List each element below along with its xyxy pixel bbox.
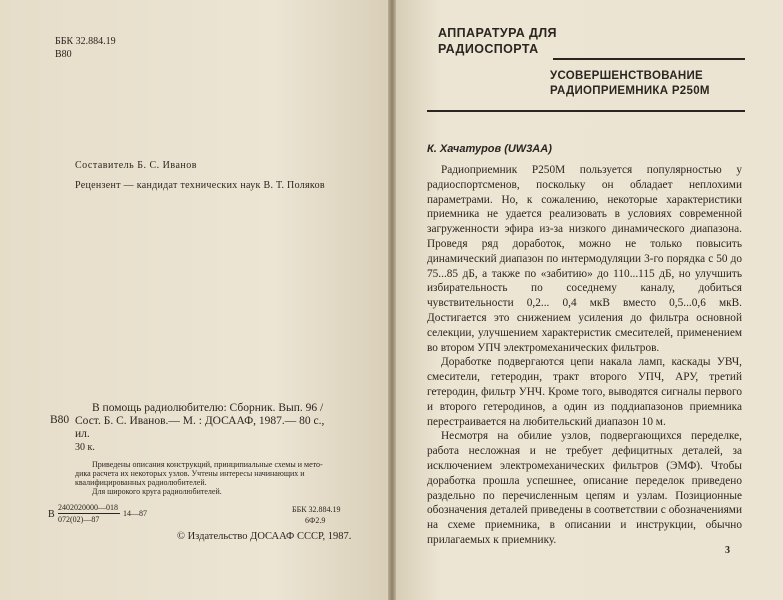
fraction-line	[58, 513, 120, 514]
annotation-line-4: Для широкого круга радиолюбителей.	[92, 487, 222, 496]
classification-code-suffix: 14—87	[123, 509, 147, 518]
classification-code-numerator: 2402020000—018	[58, 503, 118, 512]
article-title-line-1: УСОВЕРШЕНСТВОВАНИЕ	[550, 70, 703, 82]
article-paragraph-3: Несмотря на обилие узлов, подвергающихся переделке, работа несложная и не требует дефицитных деталей, за исключением электромеханических фильтров (ЭМФ). Чтобы доработка прошла успешнее, описание переделок приведено раздельно по перечисленным цепям и узлам. Позиционные обозначения деталей приведены в соответствии с обозначениями на схеме приемника, в описании и инструкции, обычно прилагаемых к приемнику.	[427, 430, 742, 546]
catalog-line-2: Сост. Б. С. Иванов.— М. : ДОСААФ, 1987.— 80 с.,	[75, 415, 325, 427]
bbk-index-bottom-2: 6Ф2.9	[305, 516, 326, 525]
compiler-credit: Составитель Б. С. Иванов	[75, 160, 197, 171]
section-title-line-1: АППАРАТУРА ДЛЯ	[438, 26, 557, 40]
article-paragraph-2: Доработке подвергаются цепи накала ламп, каскады УВЧ, смесители, гетеродин, тракт второго УПЧ, АРУ, третий гетеродин, фильтр УНЧ. Кроме того, выводятся сигналы первого и второго гетеродинов, а один из поддиапазонов приемника перестраивается на любительский диапазон 10 м.	[427, 356, 742, 428]
bbk-index-bottom: ББК 32.884.19	[292, 505, 341, 514]
article-title-rule	[427, 110, 745, 112]
reviewer-credit: Рецензент — кандидат технических наук В. Т. Поляков	[75, 180, 325, 191]
article-paragraph-1: Радиоприемник Р250М пользуется популярностью у радиоспортсменов, поскольку он обладает неплохими параметрами. Но, к сожалению, некоторые характеристики приемника не удается реализовать в условиях современной загруженности эфира из-за низкого динамического диапазона. Проведя ряд доработок, можно не только повысить динамический диапазон по интермодуляции 3-го порядка с 50 до 75...85 дБ, а также по «забитию» до 110...115 дБ, но улучшить избирательность по соседнему каналу, добиться чувствительности 0,2... 0,4 мкВ вместо 0,5...0,6 мкВ. Достигается это снижением усиления до фильтра основной селекции, улучшением характеристик смесителей, применением во втором УПЧ электромеханических фильтров.	[427, 164, 742, 354]
bbk-index-top: ББК 32.884.19	[55, 36, 116, 47]
article-author: К. Хачатуров (UW3AA)	[427, 143, 552, 155]
section-title-line-2: РАДИОСПОРТА	[438, 42, 539, 56]
annotation-line-2: дика расчета их некоторых узлов. Учтены интересы начинающих и	[75, 469, 305, 478]
annotation-line-1: Приведены описания конструкций, принципиальные схемы и мето-	[92, 460, 323, 469]
article-body	[427, 163, 742, 548]
page-number: 3	[725, 545, 730, 556]
price: 30 к.	[75, 442, 95, 453]
left-page	[0, 0, 390, 600]
catalog-line-3: ил.	[75, 428, 90, 440]
catalog-line-1: В помощь радиолюбителю: Сборник. Вып. 96 /	[92, 402, 324, 414]
book-gutter	[388, 0, 396, 600]
section-title-rule	[553, 58, 745, 60]
classification-code-denominator: 072(02)—87	[58, 515, 100, 524]
copyright-notice: © Издательство ДОСААФ СССР, 1987.	[177, 531, 352, 542]
annotation-line-3: квалифицированных радиолюбителей.	[75, 478, 207, 487]
udc-code-top: В80	[55, 49, 72, 60]
classification-code-prefix: В	[48, 509, 55, 520]
catalog-mark: В80	[50, 414, 70, 426]
article-title-line-2: РАДИОПРИЕМНИКА Р250М	[550, 85, 710, 97]
